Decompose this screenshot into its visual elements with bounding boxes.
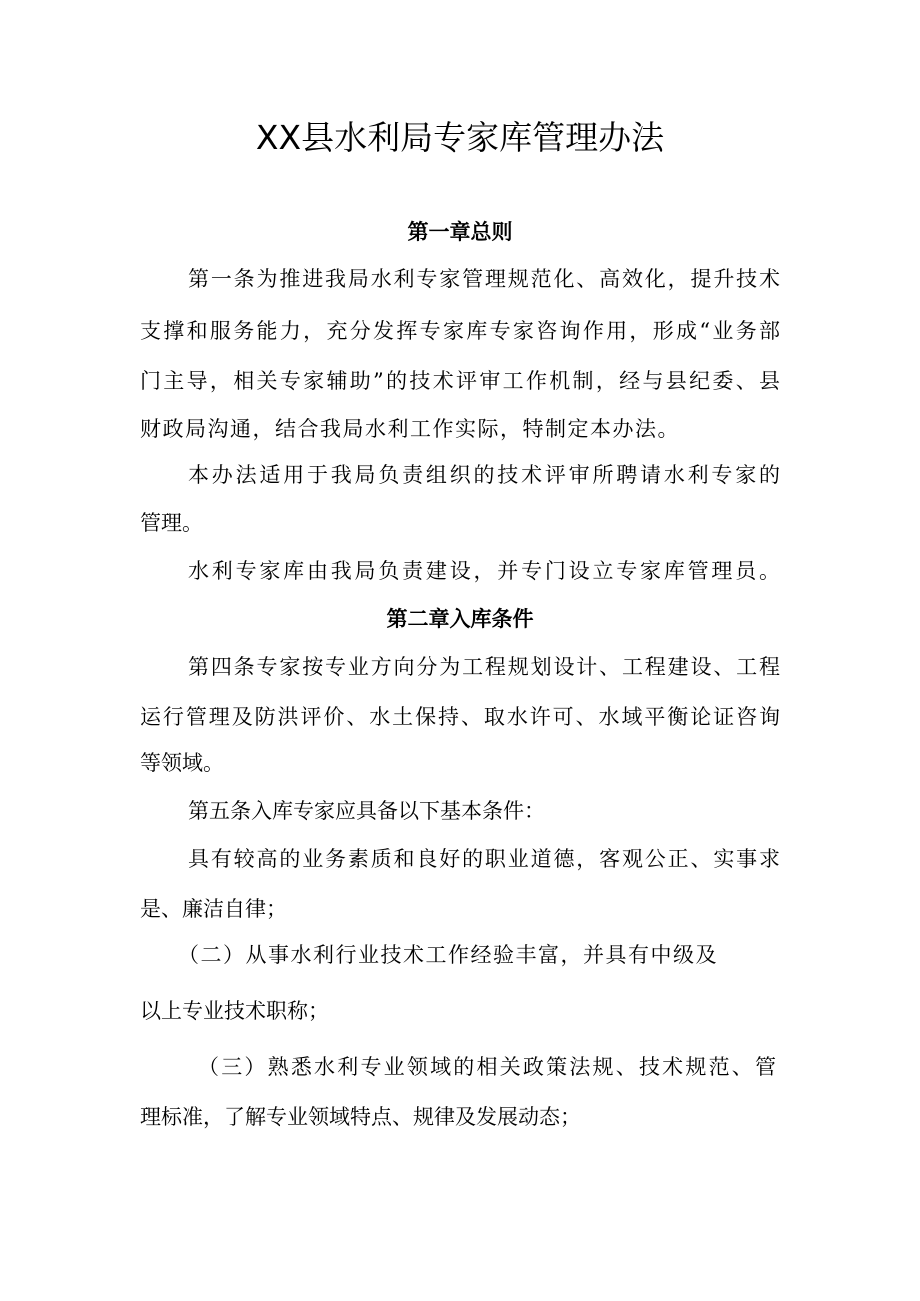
chapter-2-para-2-line-1: 第五条入库专家应具备以下基本条件： <box>188 799 545 823</box>
chapter-1-para-3-line-1: 水利专家库由我局负责建设，并专门设立专家库管理员。 <box>188 559 780 583</box>
chapter-2-item-2-line-1: （二）从事水利行业技术工作经验丰富，并具有中级及 <box>178 943 718 967</box>
document-title: XX县水利局专家库管理办法 <box>255 118 665 157</box>
chapter-2-para-1-line-2: 运行管理及防洪评价、水土保持、取水许可、水域平衡论证咨询 <box>140 705 780 729</box>
chapter-1-para-2-line-1: 本办法适用于我局负责组织的技术评审所聘请水利专家的 <box>188 463 780 487</box>
chapter-1-para-1-line-1: 第一条为推进我局水利专家管理规范化、高效化，提升技术 <box>188 267 780 291</box>
chapter-2-item-1-line-2: 是、廉洁自律； <box>140 897 287 921</box>
chapter-1-para-1-line-3: 门主导，相关专家辅助”的技术评审工作机制，经与县纪委、县 <box>140 369 780 393</box>
chapter-1-para-1-line-2: 支撑和服务能力，充分发挥专家库专家咨询作用，形成“业务部 <box>140 319 780 343</box>
chapter-2-item-3-line-1: （三）熟悉水利专业领域的相关政策法规、技术规范、管 <box>198 1055 776 1079</box>
chapter-2-heading: 第二章入库条件 <box>386 607 534 631</box>
chapter-2-item-3-line-2: 理标准，了解专业领域特点、规律及发展动态； <box>140 1105 581 1129</box>
chapter-2-item-2-line-2: 以上专业技术职称； <box>140 999 329 1023</box>
chapter-2-para-1-line-3: 等领域。 <box>140 751 224 775</box>
chapter-1-heading: 第一章总则 <box>407 220 513 244</box>
chapter-2-para-1-line-1: 第四条专家按专业方向分为工程规划设计、工程建设、工程 <box>188 655 780 679</box>
chapter-1-para-1-line-4: 财政局沟通，结合我局水利工作实际，特制定本办法。 <box>140 417 680 441</box>
chapter-1-para-2-line-2: 管理。 <box>140 511 203 535</box>
chapter-2-item-1-line-1: 具有较高的业务素质和良好的职业道德，客观公正、实事求 <box>188 847 780 871</box>
